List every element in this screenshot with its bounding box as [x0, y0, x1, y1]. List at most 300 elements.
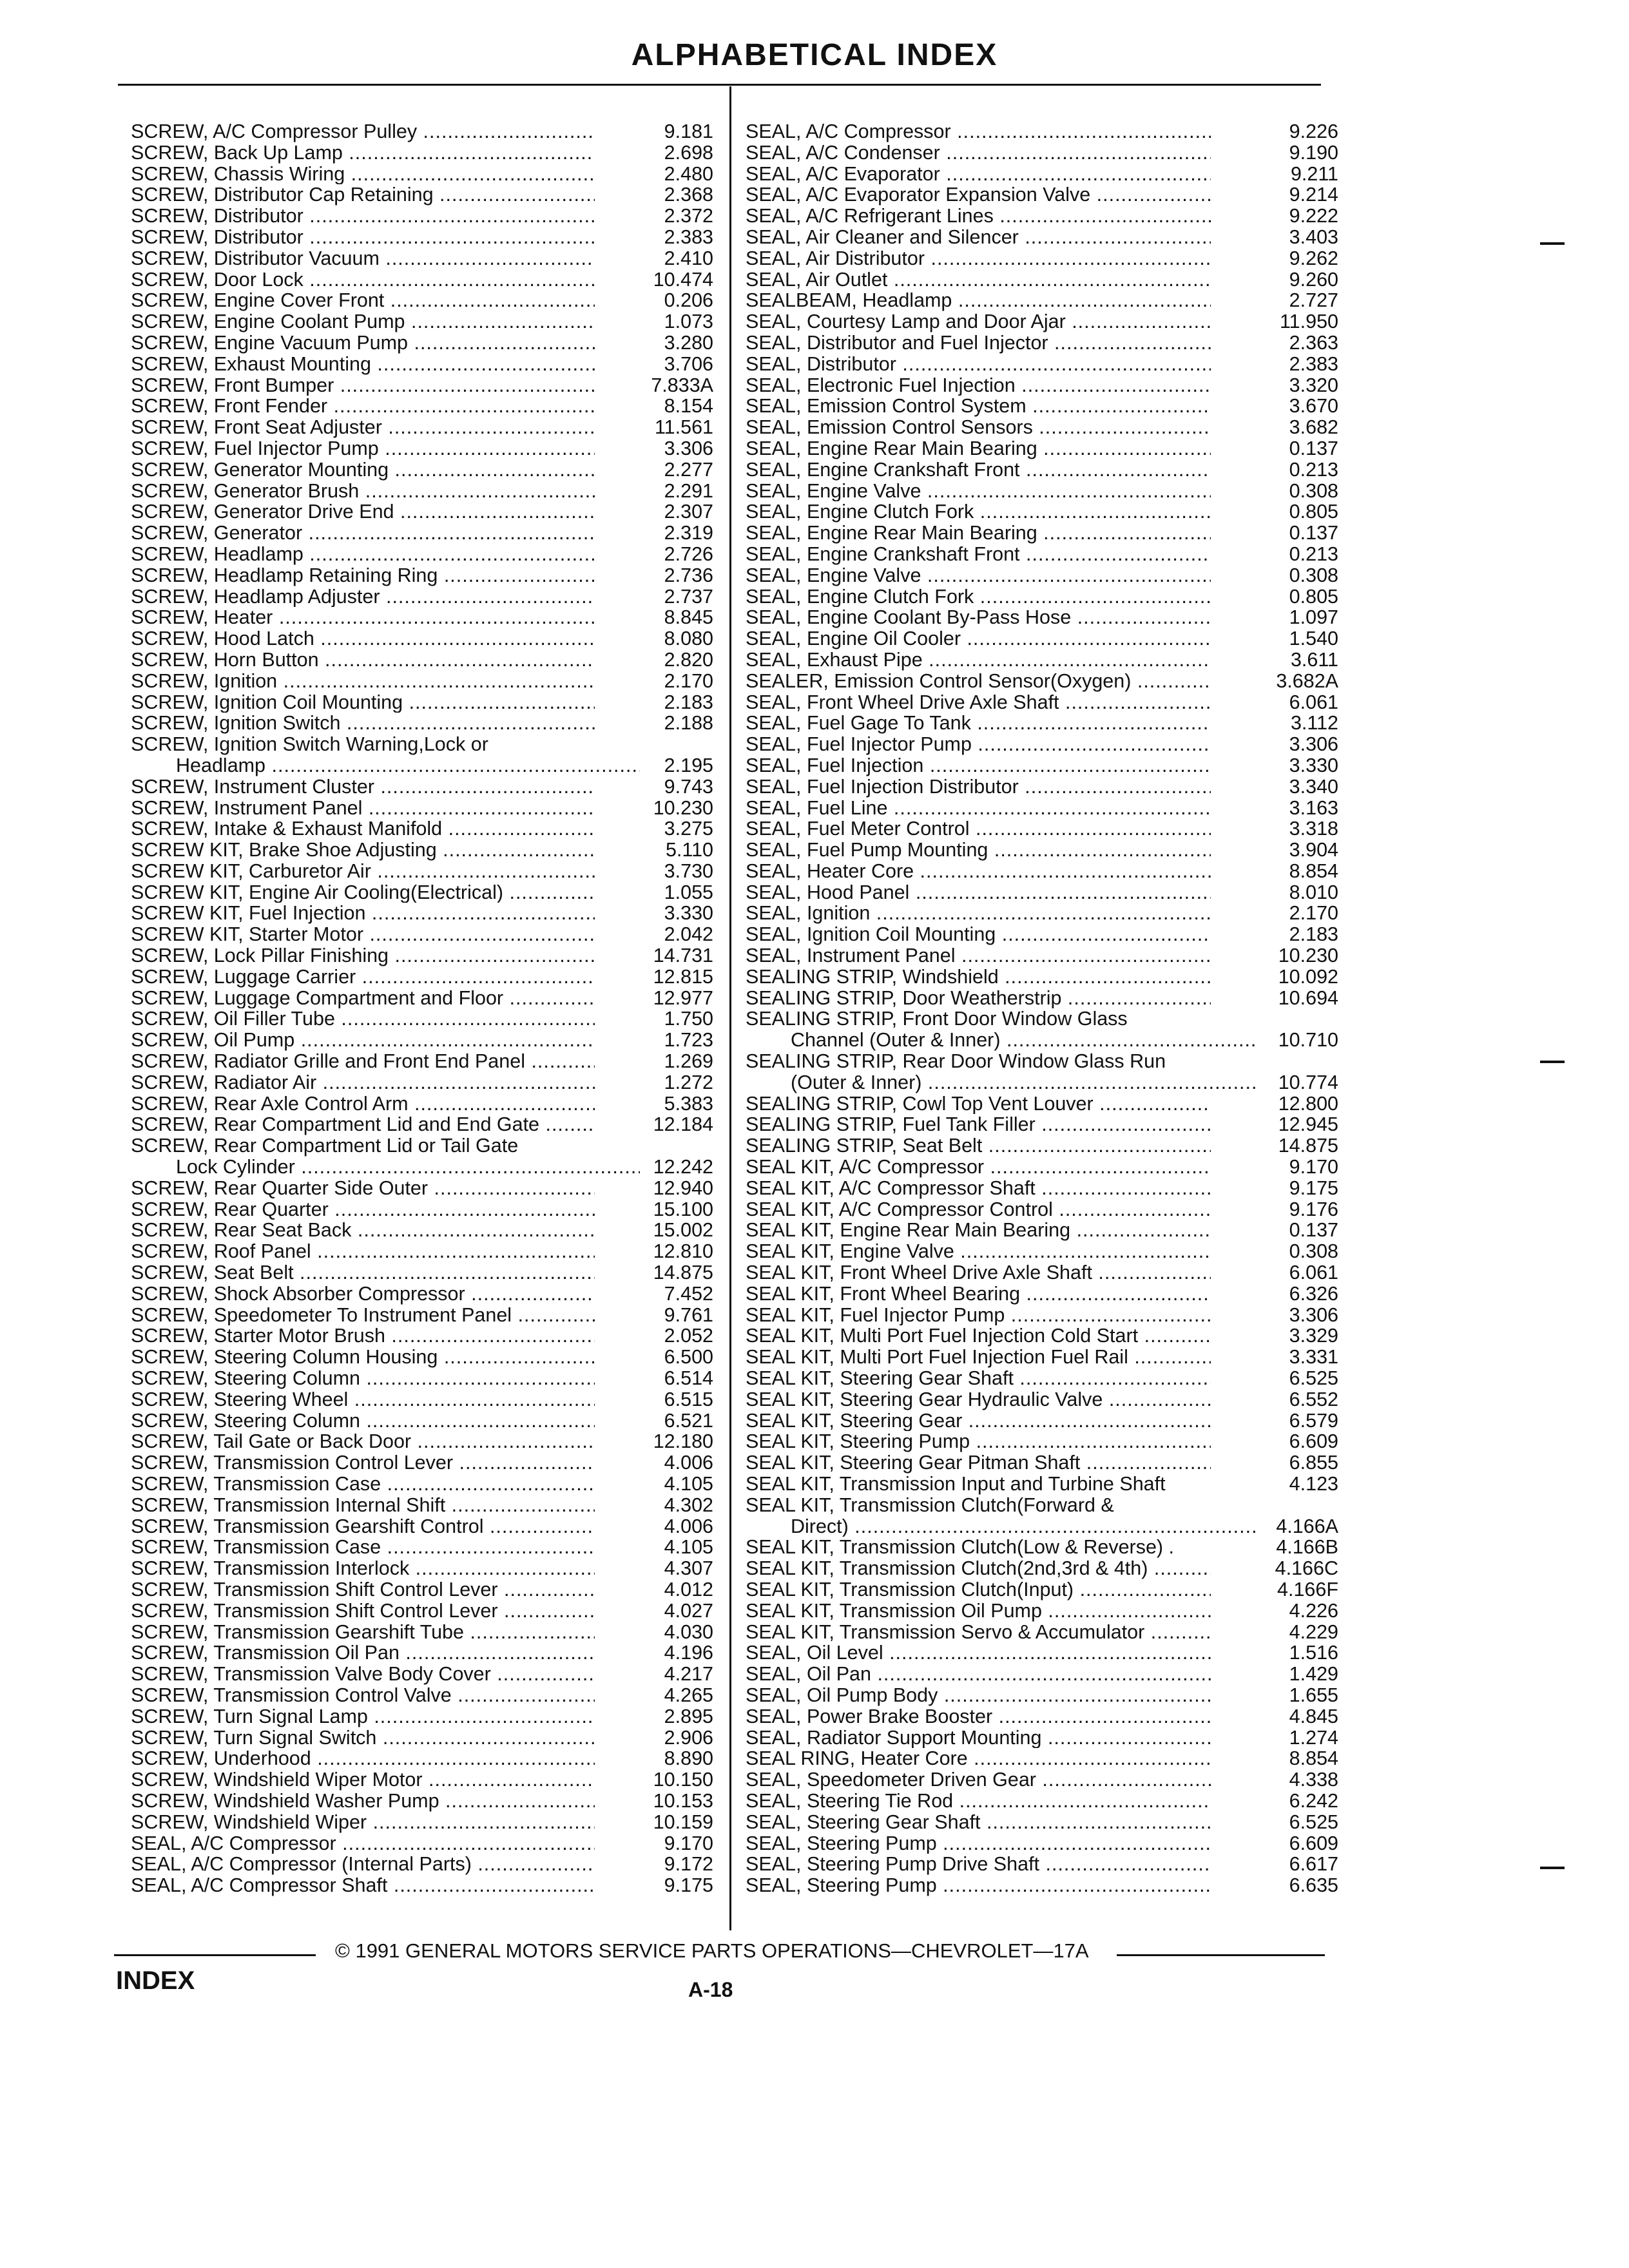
entry-page-number: 3.318 [1289, 818, 1338, 840]
index-entry [131, 1199, 713, 1220]
entry-name: SEAL, Engine Rear Main Bearing ..... [746, 523, 1211, 544]
entry-name: SEAL KIT, Transmission Clutch(Forward & [746, 1494, 1114, 1516]
entry-name: SEAL, A/C Refrigerant Lines ..... [746, 206, 1211, 227]
entry-name: SEAL, Ignition Coil Mounting ..... [746, 924, 1211, 945]
index-entry [746, 1474, 1338, 1495]
entry-page-number: 0.137 [1289, 522, 1338, 544]
index-entry [131, 1347, 713, 1368]
entry-name: SEALBEAM, Headlamp ..... [746, 290, 1211, 311]
entry-page-number: 4.166F [1277, 1578, 1338, 1600]
entry-name: SCREW, Shock Absorber Compressor ..... [131, 1283, 595, 1305]
entry-name: SEAL KIT, Steering Pump ..... [746, 1431, 1211, 1452]
entry-page-number: 4.027 [664, 1599, 713, 1622]
entry-page-number: 9.761 [664, 1303, 713, 1326]
index-entry [131, 501, 713, 523]
entry-name: SCREW KIT, Brake Shoe Adjusting ..... [131, 840, 595, 861]
entry-page-number: 4.845 [1289, 1705, 1338, 1727]
entry-page-number: 10.150 [653, 1769, 713, 1791]
entry-page-number: 10.474 [653, 268, 713, 291]
entry-name: SEAL, Oil Level ..... [746, 1642, 1211, 1664]
index-entry [746, 1664, 1338, 1685]
entry-page-number: 6.521 [664, 1409, 713, 1432]
entry-page-number: 9.170 [1289, 1156, 1338, 1178]
index-entry [131, 1262, 713, 1283]
entry-name: SCREW, Hood Latch ..... [131, 628, 595, 649]
entry-name: SCREW, Heater ..... [131, 607, 595, 628]
index-entry [746, 1072, 1338, 1093]
entry-name: SEAL KIT, Transmission Input and Turbine Shaft [746, 1474, 1166, 1495]
index-entry [131, 1579, 713, 1600]
entry-name: SCREW, Speedometer To Instrument Panel ..... [131, 1305, 595, 1326]
index-entry [131, 1305, 713, 1326]
entry-name: SEAL, Electronic Fuel Injection ..... [746, 375, 1211, 396]
entry-name: SCREW, Intake & Exhaust Manifold ..... [131, 818, 595, 840]
entry-page-number: 12.810 [653, 1240, 713, 1263]
index-entry [746, 1516, 1338, 1537]
entry-name: SEAL, Engine Valve ..... [746, 565, 1211, 586]
entry-page-number: 3.163 [1289, 796, 1338, 819]
index-entry [746, 332, 1338, 354]
index-entry [131, 1769, 713, 1791]
entry-page-number: 9.181 [664, 120, 713, 142]
entry-name: SEALING STRIP, Rear Door Window Glass Run [746, 1051, 1166, 1072]
entry-page-number: 1.269 [664, 1050, 713, 1073]
entry-page-number: 12.242 [653, 1156, 713, 1178]
index-entry [131, 903, 713, 924]
entry-page-number: 3.682A [1276, 669, 1338, 692]
entry-page-number: 4.338 [1289, 1769, 1338, 1791]
entry-page-number: 3.112 [1290, 712, 1338, 735]
index-entry [746, 671, 1338, 692]
entry-page-number: 8.890 [664, 1747, 713, 1770]
entry-page-number: 9.214 [1289, 184, 1338, 206]
entry-name: SCREW KIT, Starter Motor ..... [131, 924, 595, 945]
index-entry [131, 798, 713, 819]
index-entry [746, 1030, 1338, 1051]
index-entry [746, 184, 1338, 206]
entry-page-number: 3.330 [1289, 754, 1338, 776]
entry-page-number: 0.805 [1289, 585, 1338, 608]
entry-name: SEAL KIT, Multi Port Fuel Injection Cold Start ..... [746, 1325, 1211, 1347]
entry-page-number: 8.080 [664, 628, 713, 650]
entry-name: SCREW, Windshield Washer Pump ..... [131, 1791, 595, 1812]
index-entry [131, 966, 713, 988]
entry-page-number: 2.183 [1289, 923, 1338, 946]
entry-page-number: 2.307 [664, 501, 713, 523]
entry-name: SCREW, Headlamp Retaining Ring ..... [131, 565, 595, 586]
entry-page-number: 6.326 [1289, 1282, 1338, 1305]
entry-page-number: 14.875 [653, 1262, 713, 1284]
index-entry [746, 1854, 1338, 1875]
entry-name: SEALER, Emission Control Sensor(Oxygen) ..... [746, 671, 1211, 692]
entry-name: (Outer & Inner) ..... [746, 1072, 1256, 1093]
index-entry [131, 1325, 713, 1347]
entry-name: SCREW, Ignition Switch ..... [131, 713, 595, 734]
index-entry [131, 1178, 713, 1199]
entry-name: SEAL, Instrument Panel ..... [746, 945, 1211, 966]
entry-page-number: 2.188 [664, 712, 713, 735]
entry-page-number: 6.635 [1289, 1874, 1338, 1897]
entry-page-number: 5.383 [664, 1092, 713, 1115]
index-entry [131, 1072, 713, 1093]
index-entry [746, 417, 1338, 438]
index-entry [746, 1537, 1338, 1558]
section-label: INDEX [116, 1966, 195, 1995]
entry-name: SEAL KIT, Transmission Clutch(Low & Reverse) . [746, 1537, 1175, 1559]
index-entry [131, 1558, 713, 1579]
entry-name: SCREW, Engine Cover Front ..... [131, 290, 595, 311]
entry-page-number: 12.180 [653, 1430, 713, 1453]
entry-name: SCREW, Steering Column Housing ..... [131, 1347, 595, 1368]
index-entry [131, 1410, 713, 1432]
index-entry [746, 586, 1338, 608]
index-entry [746, 1368, 1338, 1389]
entry-name: SCREW, Seat Belt ..... [131, 1262, 595, 1283]
index-entry [746, 903, 1338, 924]
entry-name: SEAL, Steering Pump ..... [746, 1833, 1211, 1854]
entry-page-number: 1.055 [664, 881, 713, 903]
index-entry [131, 607, 713, 628]
entry-name: SCREW, Transmission Internal Shift ..... [131, 1495, 595, 1516]
entry-page-number: 10.694 [1278, 986, 1338, 1009]
index-entry [746, 1410, 1338, 1432]
index-entry [746, 1685, 1338, 1706]
entry-page-number: 12.940 [653, 1177, 713, 1199]
index-entry [131, 417, 713, 438]
entry-page-number: 1.723 [664, 1029, 713, 1052]
entry-name: SCREW, Distributor Cap Retaining ..... [131, 184, 595, 206]
entry-page-number: 9.175 [1289, 1177, 1338, 1199]
entry-name: Headlamp ..... [131, 755, 640, 776]
index-entry [131, 1706, 713, 1727]
entry-name: SEAL, Fuel Injector Pump ..... [746, 734, 1211, 755]
column-divider [729, 86, 731, 1930]
index-entry [746, 1135, 1338, 1157]
entry-page-number: 0.308 [1289, 1240, 1338, 1263]
index-entry [131, 1474, 713, 1495]
entry-name: SEAL KIT, A/C Compressor Shaft ..... [746, 1178, 1211, 1199]
entry-page-number: 8.154 [664, 395, 713, 418]
entry-name: SEAL, A/C Condenser ..... [746, 142, 1211, 164]
index-entry [131, 164, 713, 185]
entry-name: SCREW, Radiator Air ..... [131, 1072, 595, 1093]
entry-page-number: 6.242 [1289, 1789, 1338, 1812]
entry-name: SCREW, Transmission Gearshift Control ..... [131, 1516, 595, 1537]
entry-page-number: 4.307 [664, 1557, 713, 1580]
index-entry [131, 1431, 713, 1452]
entry-name: SEAL, Steering Pump ..... [746, 1875, 1211, 1896]
entry-name: SCREW, Distributor ..... [131, 227, 595, 248]
index-entry [131, 882, 713, 903]
entry-page-number: 9.260 [1289, 268, 1338, 291]
index-entry [746, 459, 1338, 481]
entry-name: SCREW, Back Up Lamp ..... [131, 142, 595, 164]
entry-page-number: 4.265 [664, 1684, 713, 1706]
entry-name: SCREW, Ignition Switch Warning,Lock or [131, 734, 488, 755]
entry-name: SEAL KIT, Steering Gear Pitman Shaft ..... [746, 1452, 1211, 1474]
entry-page-number: 6.061 [1289, 691, 1338, 713]
entry-page-number: 9.222 [1289, 205, 1338, 227]
index-entry [746, 227, 1338, 248]
header-rule [118, 84, 1321, 86]
left-index-column [131, 121, 713, 1896]
entry-page-number: 3.730 [664, 860, 713, 882]
entry-name: SEAL, Power Brake Booster ..... [746, 1706, 1211, 1727]
index-entry [131, 818, 713, 840]
index-entry [746, 776, 1338, 798]
entry-name: SCREW, Turn Signal Lamp ..... [131, 1706, 595, 1727]
index-entry [131, 776, 713, 798]
index-entry [746, 1283, 1338, 1305]
index-entry [746, 311, 1338, 332]
entry-name: SCREW, A/C Compressor Pulley ..... [131, 121, 595, 142]
entry-page-number: 6.514 [664, 1367, 713, 1390]
entry-name: SEAL KIT, Fuel Injector Pump ..... [746, 1305, 1211, 1326]
entry-name: SCREW, Exhaust Mounting ..... [131, 354, 595, 375]
index-entry [131, 459, 713, 481]
index-entry [746, 1051, 1338, 1072]
index-entry [131, 1685, 713, 1706]
entry-page-number: 0.137 [1289, 437, 1338, 459]
index-entry [746, 1579, 1338, 1600]
entry-page-number: 4.006 [664, 1515, 713, 1537]
index-entry [746, 544, 1338, 565]
entry-page-number: 3.329 [1289, 1325, 1338, 1347]
index-entry [131, 924, 713, 945]
entry-name: SEAL, Speedometer Driven Gear ..... [746, 1769, 1211, 1791]
entry-page-number: 3.682 [1289, 416, 1338, 439]
entry-name: SEAL, Oil Pump Body ..... [746, 1685, 1211, 1706]
index-entry [131, 945, 713, 966]
entry-name: SEAL, Engine Clutch Fork ..... [746, 501, 1211, 523]
entry-page-number: 2.277 [664, 458, 713, 481]
index-entry [746, 1833, 1338, 1854]
entry-page-number: 2.727 [1289, 289, 1338, 312]
right-index-column [746, 121, 1338, 1896]
index-entry [746, 142, 1338, 164]
entry-page-number: 11.561 [654, 416, 713, 439]
entry-page-number: 7.452 [664, 1282, 713, 1305]
entry-name: SEAL KIT, A/C Compressor Control ..... [746, 1199, 1211, 1220]
index-entry [131, 1283, 713, 1305]
index-entry [131, 121, 713, 142]
index-entry [131, 375, 713, 396]
entry-name: SCREW, Distributor ..... [131, 206, 595, 227]
index-entry [746, 1642, 1338, 1664]
margin-mark [1540, 1867, 1565, 1869]
entry-name: Channel (Outer & Inner) ..... [746, 1030, 1256, 1051]
entry-page-number: 2.895 [664, 1705, 713, 1727]
index-entry [746, 607, 1338, 628]
index-entry [746, 1727, 1338, 1749]
index-entry [131, 311, 713, 332]
index-entry [746, 1769, 1338, 1791]
entry-page-number: 1.097 [1289, 606, 1338, 629]
entry-name: SCREW, Steering Column ..... [131, 1368, 595, 1389]
entry-page-number: 6.617 [1289, 1853, 1338, 1876]
index-entry [746, 290, 1338, 311]
entry-page-number: 2.170 [664, 669, 713, 692]
index-entry [131, 206, 713, 227]
entry-name: SCREW, Transmission Case ..... [131, 1537, 595, 1558]
entry-name: SEAL, Engine Clutch Fork ..... [746, 586, 1211, 608]
index-entry [746, 248, 1338, 269]
entry-name: SEAL KIT, Front Wheel Drive Axle Shaft ..... [746, 1262, 1211, 1283]
entry-name: SEAL, Exhaust Pipe ..... [746, 649, 1211, 671]
entry-page-number: 0.308 [1289, 479, 1338, 502]
entry-page-number: 4.105 [664, 1536, 713, 1559]
index-entry [131, 1008, 713, 1030]
index-entry [746, 861, 1338, 882]
entry-name: SCREW, Horn Button ..... [131, 649, 595, 671]
index-entry [746, 501, 1338, 523]
entry-name: SCREW, Rear Compartment Lid or Tail Gate [131, 1135, 519, 1157]
entry-page-number: 12.815 [653, 965, 713, 988]
index-entry [746, 565, 1338, 586]
entry-page-number: 6.525 [1289, 1367, 1338, 1390]
entry-name: SEAL, Steering Tie Rod ..... [746, 1791, 1211, 1812]
entry-page-number: 2.368 [664, 184, 713, 206]
entry-name: SEAL, Fuel Pump Mounting ..... [746, 840, 1211, 861]
entry-name: SEAL, Engine Crankshaft Front ..... [746, 459, 1211, 481]
index-entry [131, 227, 713, 248]
entry-name: SCREW, Windshield Wiper ..... [131, 1812, 595, 1833]
entry-name: SCREW, Rear Quarter Side Outer ..... [131, 1178, 595, 1199]
entry-page-number: 2.906 [664, 1726, 713, 1749]
entry-page-number: 9.175 [664, 1874, 713, 1897]
entry-name: SCREW, Transmission Shift Control Lever ..... [131, 1600, 595, 1622]
entry-name: SEAL, Ignition ..... [746, 903, 1211, 924]
entry-page-number: 5.110 [665, 839, 713, 861]
index-entry [746, 1262, 1338, 1283]
entry-page-number: 9.176 [1289, 1198, 1338, 1220]
index-entry [131, 734, 713, 755]
entry-page-number: 2.726 [664, 543, 713, 565]
entry-page-number: 4.012 [664, 1578, 713, 1600]
entry-name: SEAL, A/C Compressor Shaft ..... [131, 1875, 595, 1896]
index-entry [131, 544, 713, 565]
entry-name: Direct) ..... [746, 1516, 1256, 1537]
index-entry [131, 861, 713, 882]
entry-name: SEAL KIT, Multi Port Fuel Injection Fuel Rail ..... [746, 1347, 1211, 1368]
index-entry [131, 1622, 713, 1643]
entry-page-number: 1.516 [1289, 1642, 1338, 1664]
index-entry [131, 1368, 713, 1389]
entry-page-number: 8.854 [1289, 1747, 1338, 1770]
entry-page-number: 6.500 [664, 1346, 713, 1369]
index-entry [746, 481, 1338, 502]
entry-page-number: 4.196 [664, 1642, 713, 1664]
index-entry [746, 121, 1338, 142]
entry-page-number: 0.213 [1289, 543, 1338, 565]
index-entry [746, 818, 1338, 840]
index-entry [746, 1791, 1338, 1812]
index-entry [746, 1178, 1338, 1199]
index-entry [746, 1706, 1338, 1727]
entry-page-number: 3.403 [1289, 226, 1338, 248]
entry-name: SCREW, Generator Drive End ..... [131, 501, 595, 523]
footer-rule-left [114, 1954, 316, 1956]
entry-name: SCREW, Front Seat Adjuster ..... [131, 417, 595, 438]
entry-name: SCREW, Transmission Oil Pan ..... [131, 1642, 595, 1664]
entry-name: SEAL KIT, Steering Gear Hydraulic Valve ..... [746, 1389, 1211, 1410]
entry-page-number: 9.262 [1289, 247, 1338, 269]
entry-page-number: 4.302 [664, 1494, 713, 1516]
entry-name: SEAL, Distributor ..... [746, 354, 1211, 375]
entry-page-number: 3.331 [1289, 1346, 1338, 1369]
index-entry [746, 1622, 1338, 1643]
index-entry [746, 1305, 1338, 1326]
entry-page-number: 4.123 [1289, 1473, 1338, 1495]
index-entry [131, 142, 713, 164]
entry-name: SEALING STRIP, Door Weatherstrip ..... [746, 988, 1211, 1009]
footer-rule-right [1117, 1954, 1325, 1956]
entry-name: SCREW, Roof Panel ..... [131, 1241, 595, 1262]
entry-name: SEAL, Air Cleaner and Silencer ..... [746, 227, 1211, 248]
entry-page-number: 3.306 [1289, 1303, 1338, 1326]
index-entry [746, 1600, 1338, 1622]
entry-name: SEAL KIT, Engine Valve ..... [746, 1241, 1211, 1262]
index-entry [746, 1431, 1338, 1452]
index-entry [746, 1558, 1338, 1579]
index-entry [131, 184, 713, 206]
entry-page-number: 3.280 [664, 331, 713, 354]
entry-page-number: 2.052 [664, 1325, 713, 1347]
entry-name: SEAL, A/C Evaporator Expansion Valve ..... [746, 184, 1211, 206]
entry-page-number: 4.166A [1276, 1515, 1338, 1537]
index-entry [131, 1495, 713, 1516]
entry-name: SCREW, Fuel Injector Pump ..... [131, 438, 595, 459]
entry-name: SCREW, Front Fender ..... [131, 396, 595, 417]
index-entry [746, 1008, 1338, 1030]
entry-page-number: 7.833A [651, 374, 713, 396]
entry-name: SCREW, Rear Quarter ..... [131, 1199, 595, 1220]
entry-name: SEAL, Air Distributor ..... [746, 248, 1211, 269]
entry-name: SEAL KIT, Engine Rear Main Bearing ..... [746, 1220, 1211, 1241]
entry-name: SEAL, Oil Pan ..... [746, 1664, 1211, 1685]
entry-page-number: 6.855 [1289, 1452, 1338, 1474]
entry-page-number: 2.383 [664, 226, 713, 248]
entry-name: SCREW, Windshield Wiper Motor ..... [131, 1769, 595, 1791]
index-entry [131, 1114, 713, 1135]
index-entry [746, 924, 1338, 945]
entry-name: SCREW, Rear Axle Control Arm ..... [131, 1093, 595, 1115]
index-entry [746, 692, 1338, 713]
entry-name: SCREW, Generator ..... [131, 523, 595, 544]
entry-name: SEAL RING, Heater Core ..... [746, 1748, 1211, 1769]
index-entry [131, 523, 713, 544]
index-entry [746, 1325, 1338, 1347]
index-entry [131, 481, 713, 502]
entry-page-number: 3.611 [1290, 648, 1338, 671]
entry-page-number: 10.774 [1278, 1071, 1338, 1093]
page-number: A-18 [688, 1978, 733, 2001]
entry-page-number: 15.002 [653, 1219, 713, 1242]
index-entry [746, 1389, 1338, 1410]
entry-name: SEAL, Hood Panel ..... [746, 882, 1211, 903]
entry-name: SCREW, Chassis Wiring ..... [131, 164, 595, 185]
entry-name: SCREW, Engine Coolant Pump ..... [131, 311, 595, 332]
index-entry [131, 354, 713, 375]
index-entry [131, 290, 713, 311]
entry-page-number: 2.170 [1289, 902, 1338, 925]
entry-name: SEAL KIT, Steering Gear ..... [746, 1410, 1211, 1432]
index-entry [746, 1093, 1338, 1115]
footer-copyright: © 1991 GENERAL MOTORS SERVICE PARTS OPERATIONS—CHEVROLET—17A [335, 1939, 1089, 1962]
entry-name: SCREW, Transmission Interlock ..... [131, 1558, 595, 1579]
entry-page-number: 1.655 [1289, 1684, 1338, 1706]
index-entry [746, 649, 1338, 671]
